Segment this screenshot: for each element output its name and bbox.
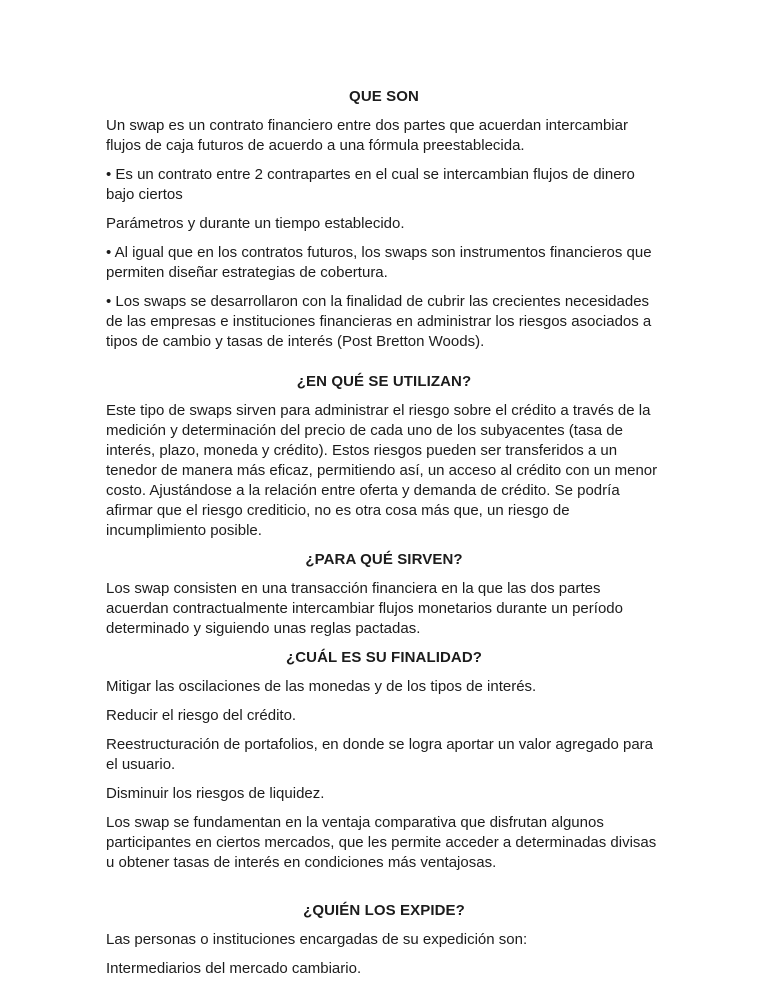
section-quien-los-expide — [106, 901, 662, 979]
section-en-que-se-utilizan — [106, 372, 662, 541]
section-heading-para-que-sirven: ¿PARA QUÉ SIRVEN? — [305, 551, 463, 568]
paragraph: Las personas o instituciones encargadas de su expedición son: — [106, 931, 528, 948]
section-heading-cual-es-su-finalidad: ¿CUÁL ES SU FINALIDAD? — [285, 649, 483, 666]
paragraph: Disminuir los riesgos de liquidez. — [106, 785, 325, 802]
paragraph-bullet: • Los swaps se desarrollaron con la finalidad de cubrir las crecientes necesidades de las empresas e instituciones financieras en administrar los riesgos asociados a tipos de cambio y tasas de interés (Post Bretton Woods). — [106, 293, 652, 350]
paragraph: Los swap consisten en una transacción financiera en la que las dos partes acuerdan contractualmente intercambiar flujos monetarios durante un período determinado y siguiendo unas reglas pactadas. — [106, 580, 623, 637]
section-heading-quien-los-expide: ¿QUIÉN LOS EXPIDE? — [303, 902, 465, 919]
section-heading-que-son: QUE SON — [349, 88, 419, 105]
document-content — [106, 87, 662, 988]
paragraph: Intermediarios del mercado cambiario. — [106, 960, 362, 977]
paragraph: Reducir el riesgo del crédito. — [106, 707, 297, 724]
paragraph: Los swap se fundamentan en la ventaja comparativa que disfrutan algunos participantes en ciertos mercados, que les permite acceder a determinadas divisas u obtener tasas de interés en condiciones más ventajosas. — [106, 814, 657, 871]
section-cual-es-su-finalidad — [106, 648, 662, 873]
section-heading-en-que-se-utilizan: ¿EN QUÉ SE UTILIZAN? — [296, 373, 472, 390]
paragraph-bullet: • Al igual que en los contratos futuros, los swaps son instrumentos financieros que permiten diseñar estrategias de cobertura. — [106, 244, 652, 281]
paragraph: Un swap es un contrato financiero entre dos partes que acuerdan intercambiar flujos de caja futuros de acuerdo a una fórmula preestablecida. — [106, 117, 628, 154]
section-que-son — [106, 87, 662, 352]
paragraph-bullet: • Es un contrato entre 2 contrapartes en el cual se intercambian flujos de dinero bajo ciertos — [106, 166, 635, 203]
paragraph: Este tipo de swaps sirven para administrar el riesgo sobre el crédito a través de la medición y determinación del precio de cada uno de los subyacentes (tasa de interés, plazo, moneda y crédito). Estos riesgos pueden ser transferidos a un tenedor de manera más eficaz, permitiendo así, un acceso al crédito con un menor costo. Ajustándose a la relación entre oferta y demanda de crédito. Se podría afirmar que el riesgo crediticio, no es otra cosa más que, un riesgo de incumplimiento posible. — [106, 402, 658, 539]
paragraph: Mitigar las oscilaciones de las monedas y de los tipos de interés. — [106, 678, 537, 695]
section-para-que-sirven — [106, 550, 662, 639]
paragraph: Parámetros y durante un tiempo establecido. — [106, 215, 405, 232]
paragraph: Reestructuración de portafolios, en donde se logra aportar un valor agregado para el usuario. — [106, 736, 654, 773]
